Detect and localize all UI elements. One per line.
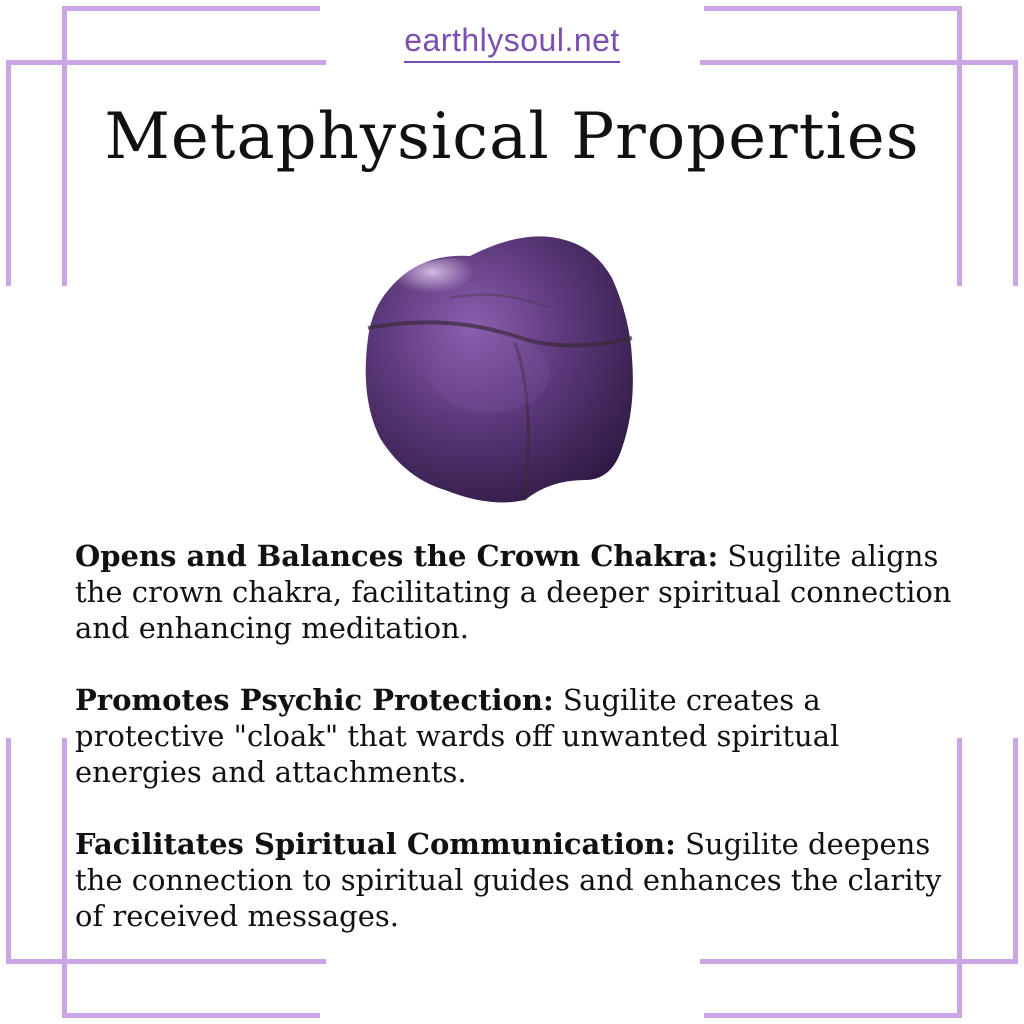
page-title: Metaphysical Properties	[104, 100, 920, 174]
frame-line	[62, 6, 320, 11]
frame-line	[704, 6, 962, 11]
property-body: Sugilite aligns the crown chakra, facilitating a deeper spiritual connection and enhancing meditation.	[75, 539, 952, 645]
frame-line	[6, 738, 11, 964]
properties-list	[75, 538, 955, 970]
property-body: Sugilite creates a protective "cloak" that wards off unwanted spiritual energies and attachments.	[75, 683, 840, 789]
property-item	[75, 538, 955, 646]
frame-line	[704, 1013, 962, 1018]
logo-text: earthlysoul.net	[404, 22, 620, 63]
property-heading: Promotes Psychic Protection:	[75, 683, 554, 717]
property-heading: Opens and Balances the Crown Chakra:	[75, 539, 719, 573]
property-item	[75, 682, 955, 790]
frame-line	[1013, 738, 1018, 964]
frame-line	[62, 1013, 320, 1018]
site-logo	[0, 22, 1024, 63]
sugilite-stone-image	[350, 218, 670, 508]
property-heading: Facilitates Spiritual Communication:	[75, 827, 676, 861]
frame-line	[62, 738, 67, 1018]
frame-line	[957, 738, 962, 1018]
property-item	[75, 826, 955, 934]
property-body: Sugilite deepens the connection to spiritual guides and enhances the clarity of received messages.	[75, 827, 942, 933]
